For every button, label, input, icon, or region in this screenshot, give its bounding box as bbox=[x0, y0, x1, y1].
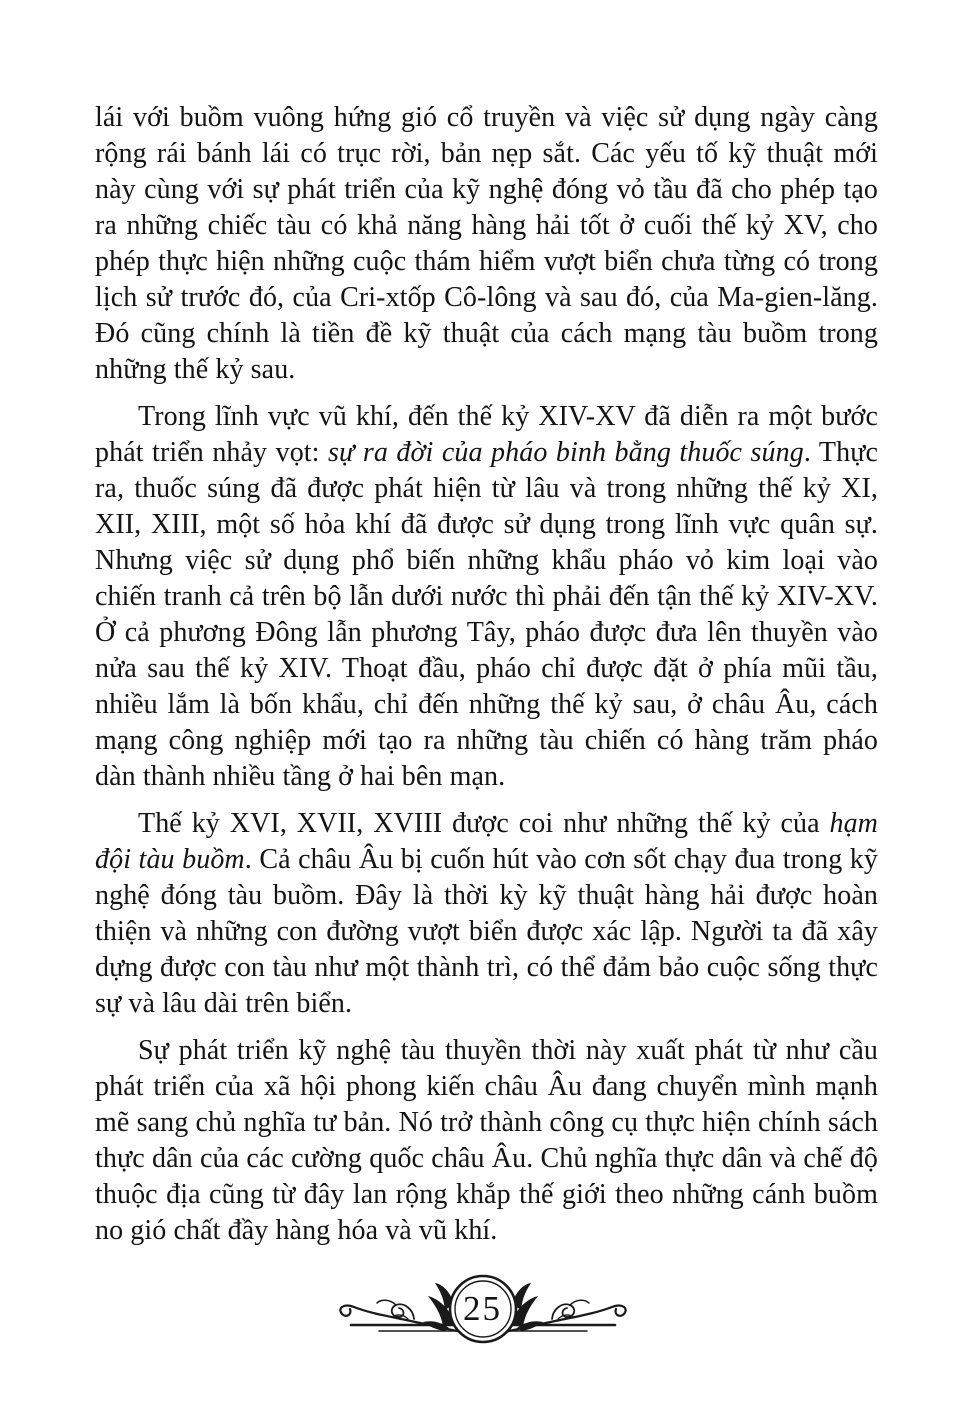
text-run: lái với buồm vuông hứng gió cổ truyền và việc sử dụng ngày càng rộng rái bánh lái có trục rời, bản nẹp sắt. Các yếu tố kỹ thuật mới này cùng với sự phát triển của kỹ nghệ đóng vỏ tầu đã cho phép tạo ra những chiếc tàu có khả năng hàng hải tốt ở cuối thế kỷ XV, cho phép thực hiện những cuộc thám hiểm vượt biển chưa từng có trong lịch sử trước đó, của Cri-xtốp Cô-lông và sau đó, của Ma-gien-lăng. Đó cũng chính là tiền đề kỹ thuật của cách mạng tàu buồm trong những thế kỷ sau. bbox=[95, 102, 878, 385]
text-run: Sự phát triển kỹ nghệ tàu thuyền thời này xuất phát từ như cầu phát triển của xã hội phong kiến châu Âu đang chuyển mình mạnh mẽ sang chủ nghĩa tư bản. Nó trở thành công cụ thực hiện chính sách thực dân của các cường quốc châu Âu. Chủ nghĩa thực dân và chế độ thuộc địa cũng từ đây lan rộng khắp thế giới theo những cánh buồm no gió chất đầy hàng hóa và vũ khí. bbox=[95, 1035, 878, 1246]
paragraph bbox=[95, 399, 878, 795]
italic-text-run: hạm đội tàu buồm bbox=[95, 808, 878, 875]
page-number: 25 bbox=[463, 1289, 502, 1328]
italic-text-run: sự ra đời của pháo binh bằng thuốc súng bbox=[328, 437, 804, 468]
text-block bbox=[95, 100, 878, 1260]
paragraph bbox=[95, 806, 878, 1022]
paragraph bbox=[95, 1033, 878, 1249]
paragraph bbox=[95, 100, 878, 388]
text-run: . Cả châu Âu bị cuốn hút vào cơn sốt chạy đua trong kỹ nghệ đóng tàu buồm. Đây là thời kỳ kỹ thuật hàng hải được hoàn thiện và những con đường vượt biển được xác lập. Người ta đã xây dựng được con tàu như một thành trì, có thể đảm bảo cuộc sống thực sự và lâu dài trên biển. bbox=[95, 844, 878, 1019]
page-number-ornament bbox=[331, 1272, 635, 1358]
page-footer bbox=[0, 1272, 965, 1362]
text-run: Thế kỷ XVI, XVII, XVIII được coi như những thế kỷ của bbox=[138, 808, 830, 839]
text-run: . Thực ra, thuốc súng đã được phát hiện từ lâu và trong những thế kỷ XI, XII, XIII, một số hỏa khí đã được sử dụng trong lĩnh vực quân sự. Nhưng việc sử dụng phổ biến những khẩu pháo vỏ kim loại vào chiến tranh cả trên bộ lẫn dưới nước thì phải đến tận thế kỷ XIV-XV. Ở cả phương Đông lẫn phương Tây, pháo được đưa lên thuyền vào nửa sau thế kỷ XIV. Thoạt đầu, pháo chỉ được đặt ở phía mũi tầu, nhiều lắm là bốn khẩu, chỉ đến những thế kỷ sau, ở châu Âu, cách mạng công nghiệp mới tạo ra những tàu chiến có hàng trăm pháo dàn thành nhiều tầng ở hai bên mạn. bbox=[95, 437, 878, 792]
text-run: Trong lĩnh vực vũ khí, đến thế kỷ XIV-XV đã diễn ra một bước phát triển nhảy vọt: bbox=[95, 401, 878, 468]
